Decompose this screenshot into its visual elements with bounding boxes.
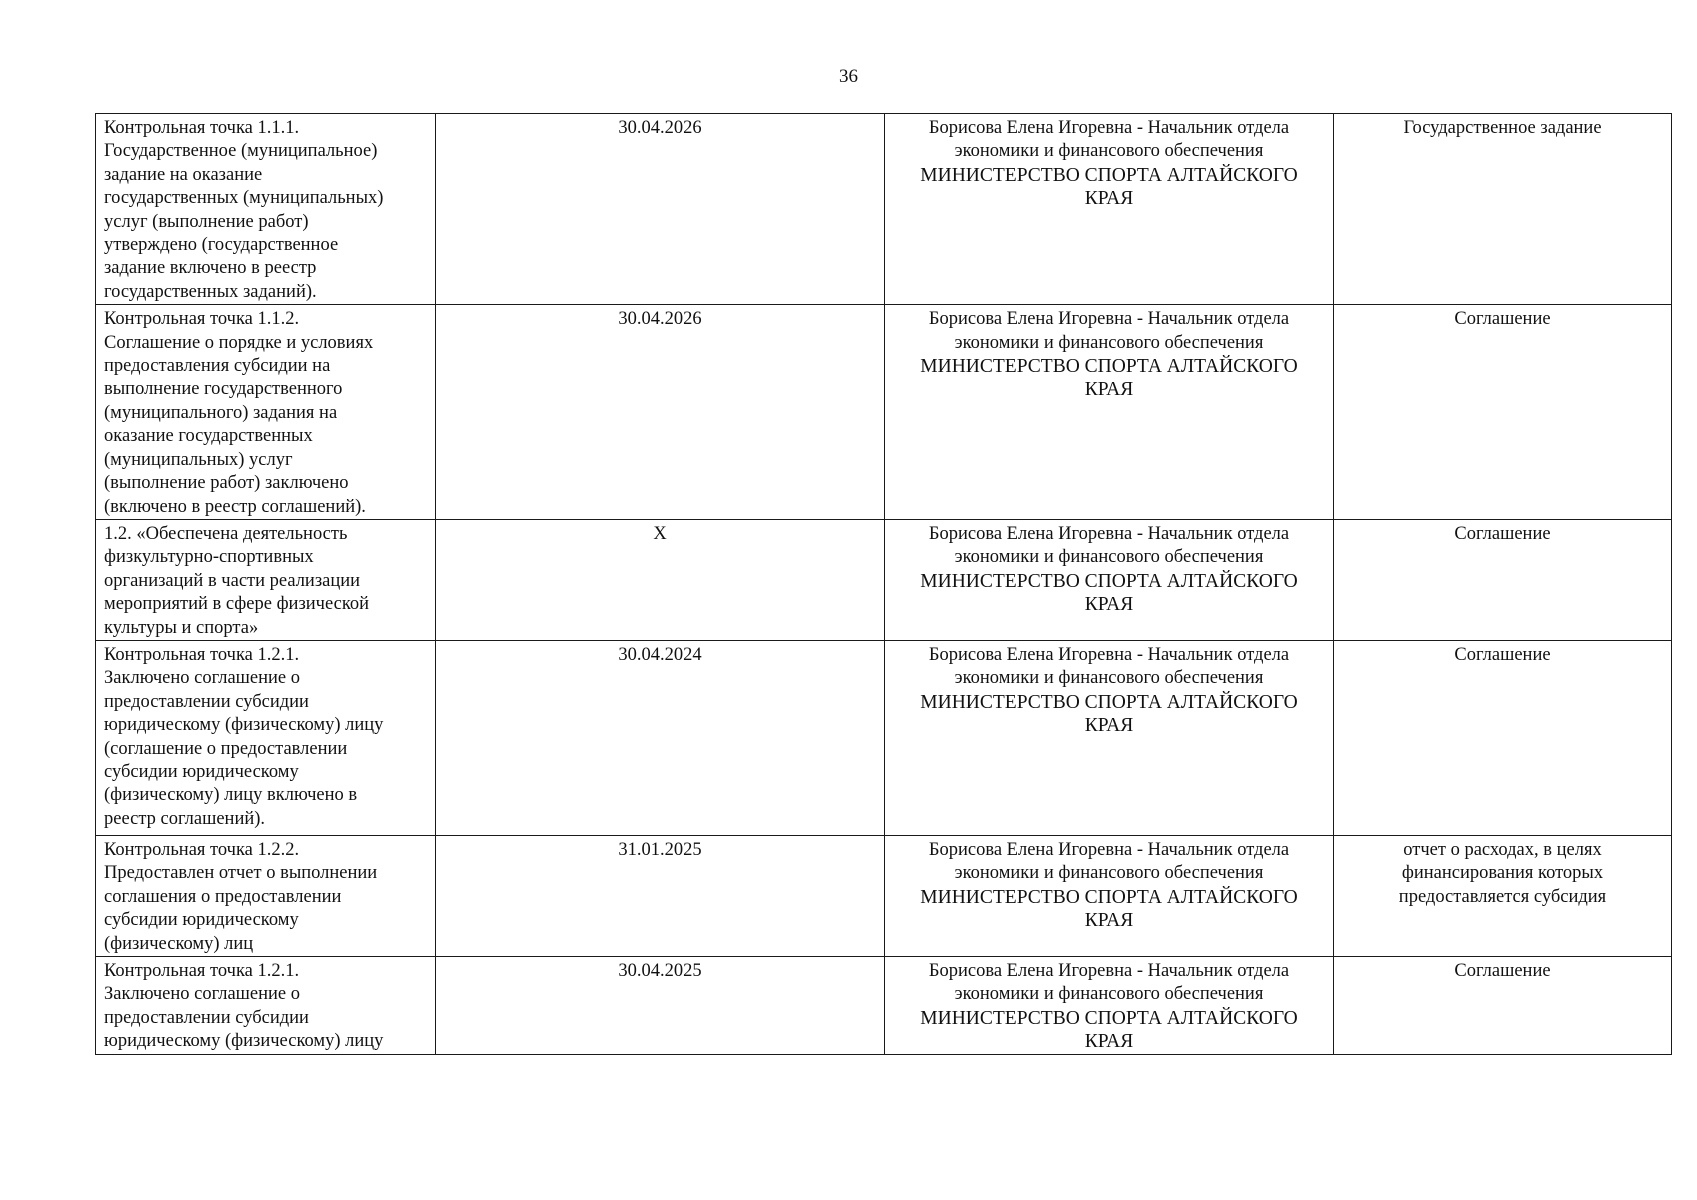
text-line: выполнение государственного [104, 379, 343, 400]
text-line: юридическому (физическому) лицу [104, 1031, 384, 1052]
responsible-line: МИНИСТЕРСТВО СПОРТА АЛТАЙСКОГО [920, 691, 1298, 713]
responsible-line: МИНИСТЕРСТВО СПОРТА АЛТАЙСКОГО [920, 164, 1298, 186]
text-line: мероприятий в сфере физической [104, 594, 370, 615]
text-line: Контрольная точка 1.1.1. [104, 118, 300, 138]
text-line: Контрольная точка 1.2.1. [104, 960, 300, 981]
text-line: Предоставлен отчет о выполнении [104, 863, 378, 884]
table-row [96, 835, 1672, 956]
text-line: Государственное (муниципальное) [104, 141, 378, 162]
responsible-line: МИНИСТЕРСТВО СПОРТА АЛТАЙСКОГО [920, 356, 1298, 378]
responsible-line: КРАЯ [1084, 379, 1134, 401]
responsible-line: Борисова Елена Игоревна - Начальник отдела [928, 960, 1290, 981]
responsible-line: экономики и финансового обеспечения [954, 332, 1264, 353]
date-cell: 30.04.2026 [436, 114, 885, 305]
responsible-line: экономики и финансового обеспечения [954, 547, 1264, 568]
responsible-line: КРАЯ [1084, 594, 1134, 616]
responsible-line: МИНИСТЕРСТВО СПОРТА АЛТАЙСКОГО [920, 570, 1298, 592]
document-type-cell [1334, 956, 1672, 1054]
table-body [96, 114, 1672, 1055]
text-line: Контрольная точка 1.2.2. [104, 839, 300, 860]
text-line: Соглашение [1454, 644, 1551, 665]
text-line: реестр соглашений). [104, 808, 266, 829]
responsible-cell [885, 305, 1334, 520]
control-point-name-cell [96, 519, 436, 640]
text-line: предоставления субсидии на [104, 356, 331, 377]
document-type-cell [1334, 835, 1672, 956]
text-line: Соглашение [1454, 309, 1551, 330]
responsible-line: Борисова Елена Игоревна - Начальник отдела [928, 118, 1290, 138]
responsible-line: экономики и финансового обеспечения [954, 668, 1264, 689]
text-line: государственных (муниципальных) [104, 188, 384, 209]
text-line: физкультурно-спортивных [104, 547, 314, 568]
text-line: предоставляется субсидия [1398, 886, 1607, 907]
control-point-name-cell [96, 640, 436, 835]
text-line: субсидии юридическому [104, 761, 299, 782]
text-line: 1.2. «Обеспечена деятельность [104, 523, 348, 544]
responsible-line: Борисова Елена Игоревна - Начальник отдела [928, 839, 1290, 860]
text-line: государственных заданий). [104, 281, 317, 302]
text-line: Заключено соглашение о [104, 984, 301, 1005]
document-type-cell [1334, 305, 1672, 520]
text-line: субсидии юридическому [104, 910, 299, 931]
page-number: 36 [839, 66, 858, 87]
document-type-cell [1334, 640, 1672, 835]
table-row [96, 956, 1672, 1054]
text-line: Заключено соглашение о [104, 668, 301, 689]
text-line: услуг (выполнение работ) [104, 211, 309, 232]
date-cell: 30.04.2026 [436, 305, 885, 520]
control-point-name-cell [96, 305, 436, 520]
text-line: финансирования которых [1401, 863, 1604, 884]
text-line: Соглашение [1454, 960, 1551, 981]
text-line: юридическому (физическому) лицу [104, 715, 384, 736]
date-cell: X [436, 519, 885, 640]
text-line: оказание государственных [104, 426, 313, 447]
responsible-cell [885, 640, 1334, 835]
text-line: Соглашение о порядке и условиях [104, 332, 374, 353]
text-line: соглашения о предоставлении [104, 886, 342, 907]
control-point-name-cell [96, 835, 436, 956]
text-line: отчет о расходах, в целях [1403, 839, 1602, 860]
responsible-cell [885, 114, 1334, 305]
table-row [96, 519, 1672, 640]
responsible-line: КРАЯ [1084, 910, 1134, 932]
responsible-line: экономики и финансового обеспечения [954, 141, 1264, 162]
date-cell: 31.01.2025 [436, 835, 885, 956]
responsible-line: экономики и финансового обеспечения [954, 984, 1264, 1005]
text-line: (физическому) лицу включено в [104, 785, 358, 806]
table-row [96, 640, 1672, 835]
text-line: предоставлении субсидии [104, 691, 309, 712]
responsible-line: экономики и финансового обеспечения [954, 863, 1264, 884]
responsible-cell [885, 956, 1334, 1054]
responsible-line: МИНИСТЕРСТВО СПОРТА АЛТАЙСКОГО [920, 1007, 1298, 1029]
text-line: Государственное задание [1403, 118, 1602, 138]
responsible-line: МИНИСТЕРСТВО СПОРТА АЛТАЙСКОГО [920, 886, 1298, 908]
table-row [96, 114, 1672, 305]
responsible-line: Борисова Елена Игоревна - Начальник отдела [928, 523, 1290, 544]
table-row [96, 305, 1672, 520]
responsible-cell [885, 519, 1334, 640]
document-type-cell [1334, 519, 1672, 640]
text-line: (физическому) лиц [104, 933, 254, 954]
text-line: (включено в реестр соглашений). [104, 496, 366, 517]
text-line: Контрольная точка 1.1.2. [104, 309, 300, 330]
text-line: культуры и спорта» [104, 617, 259, 638]
text-line: Соглашение [1454, 523, 1551, 544]
text-line: утверждено (государственное [104, 235, 339, 256]
responsible-line: Борисова Елена Игоревна - Начальник отдела [928, 309, 1290, 330]
text-line: задание включено в реестр [104, 258, 317, 279]
text-line: (муниципального) задания на [104, 402, 338, 423]
text-line: предоставлении субсидии [104, 1007, 309, 1028]
date-cell: 30.04.2025 [436, 956, 885, 1054]
responsible-line: КРАЯ [1084, 188, 1134, 210]
text-line: задание на оказание [104, 164, 263, 185]
responsible-line: Борисова Елена Игоревна - Начальник отдела [928, 644, 1290, 665]
control-point-name-cell [96, 956, 436, 1054]
responsible-cell [885, 835, 1334, 956]
responsible-line: КРАЯ [1084, 1031, 1134, 1053]
text-line: организаций в части реализации [104, 570, 361, 591]
document-type-cell [1334, 114, 1672, 305]
text-line: (соглашение о предоставлении [104, 738, 348, 759]
control-points-table [95, 113, 1672, 1055]
text-line: (муниципальных) услуг [104, 449, 293, 470]
text-line: (выполнение работ) заключено [104, 473, 349, 494]
date-cell: 30.04.2024 [436, 640, 885, 835]
text-line: Контрольная точка 1.2.1. [104, 644, 300, 665]
control-point-name-cell [96, 114, 436, 305]
responsible-line: КРАЯ [1084, 715, 1134, 737]
